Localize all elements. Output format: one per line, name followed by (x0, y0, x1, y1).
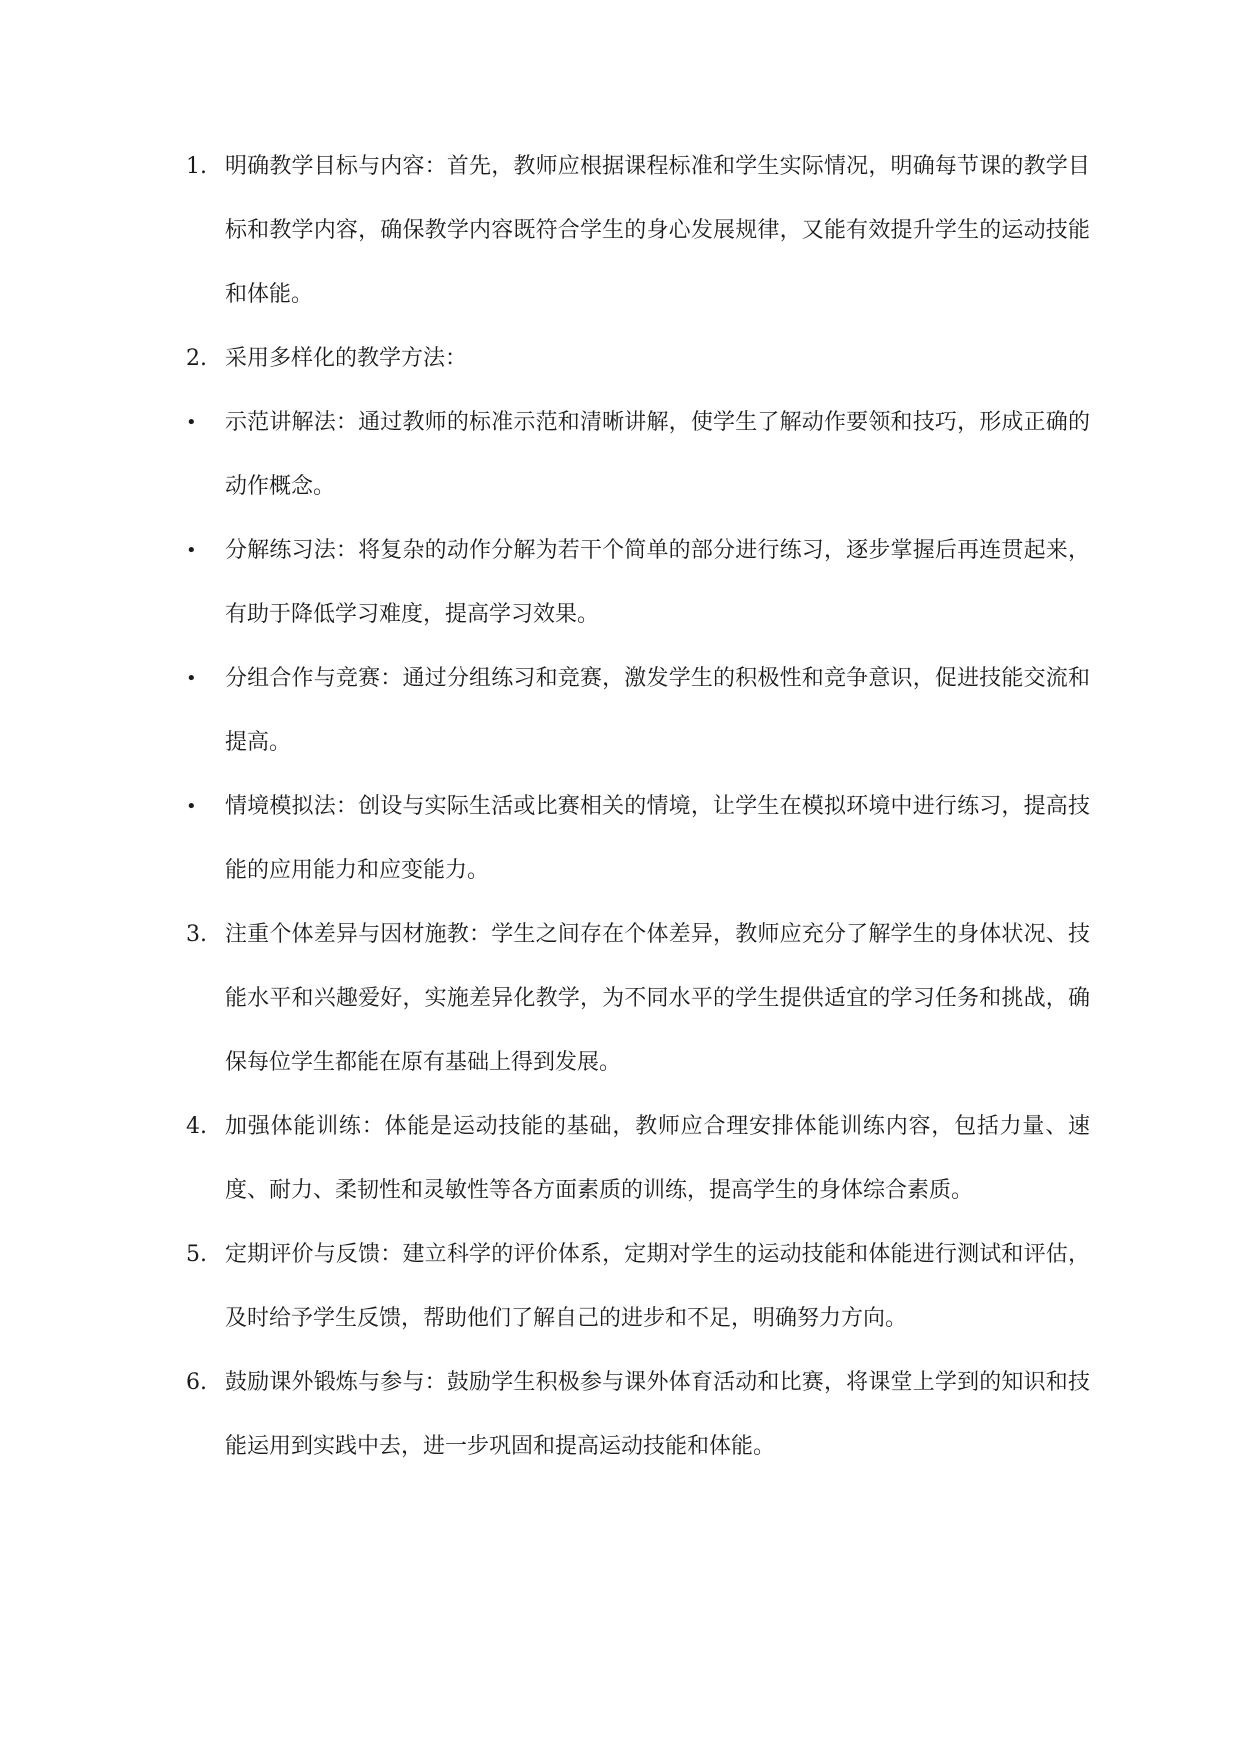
list-item (180, 1095, 1090, 1223)
list-item (180, 775, 1090, 903)
list-item-text: 定期评价与反馈：建立科学的评价体系，定期对学生的运动技能和体能进行测试和评估，及时给予学生反馈，帮助他们了解自己的进步和不足，明确努力方向。 (225, 1242, 1090, 1331)
list-item (180, 903, 1090, 1095)
list-item-text: 明确教学目标与内容：首先，教师应根据课程标准和学生实际情况，明确每节课的教学目标和教学内容，确保教学内容既符合学生的身心发展规律，又能有效提升学生的运动技能和体能。 (225, 154, 1090, 307)
bullet-icon: • (186, 668, 197, 689)
bullet-icon: • (186, 412, 197, 433)
list-item-text: 注重个体差异与因材施教：学生之间存在个体差异，教师应充分了解学生的身体状况、技能水平和兴趣爱好，实施差异化教学，为不同水平的学生提供适宜的学习任务和挑战，确保每位学生都能在原有基础上得到发展。 (225, 922, 1090, 1075)
document-body (180, 135, 1090, 1479)
list-item (180, 391, 1090, 519)
list-number: 5. (186, 1242, 207, 1267)
bullet-icon: • (186, 796, 197, 817)
list-item-text: 加强体能训练：体能是运动技能的基础，教师应合理安排体能训练内容，包括力量、速度、耐力、柔韧性和灵敏性等各方面素质的训练，提高学生的身体综合素质。 (225, 1114, 1090, 1203)
list-item (180, 1223, 1090, 1351)
list-number: 3. (186, 922, 207, 947)
list-item-text: 采用多样化的教学方法： (225, 346, 468, 371)
bullet-icon: • (186, 540, 197, 561)
list-item-text: 情境模拟法：创设与实际生活或比赛相关的情境，让学生在模拟环境中进行练习，提高技能的应用能力和应变能力。 (225, 794, 1090, 883)
list-number: 4. (186, 1114, 207, 1139)
list-item (180, 135, 1090, 327)
list-item-text: 鼓励课外锻炼与参与：鼓励学生积极参与课外体育活动和比赛，将课堂上学到的知识和技能运用到实践中去，进一步巩固和提高运动技能和体能。 (225, 1370, 1090, 1459)
list-item-text: 示范讲解法：通过教师的标准示范和清晰讲解，使学生了解动作要领和技巧，形成正确的动作概念。 (225, 410, 1090, 499)
list-item-text: 分组合作与竞赛：通过分组练习和竞赛，激发学生的积极性和竞争意识，促进技能交流和提高。 (225, 666, 1090, 755)
list-item (180, 519, 1090, 647)
list-number: 6. (186, 1370, 207, 1395)
list-item-text: 分解练习法：将复杂的动作分解为若干个简单的部分进行练习，逐步掌握后再连贯起来，有助于降低学习难度，提高学习效果。 (225, 538, 1090, 627)
list-item (180, 327, 1090, 391)
list-item (180, 647, 1090, 775)
list-number: 1. (186, 154, 207, 179)
list-item (180, 1351, 1090, 1479)
list-number: 2. (186, 346, 207, 371)
